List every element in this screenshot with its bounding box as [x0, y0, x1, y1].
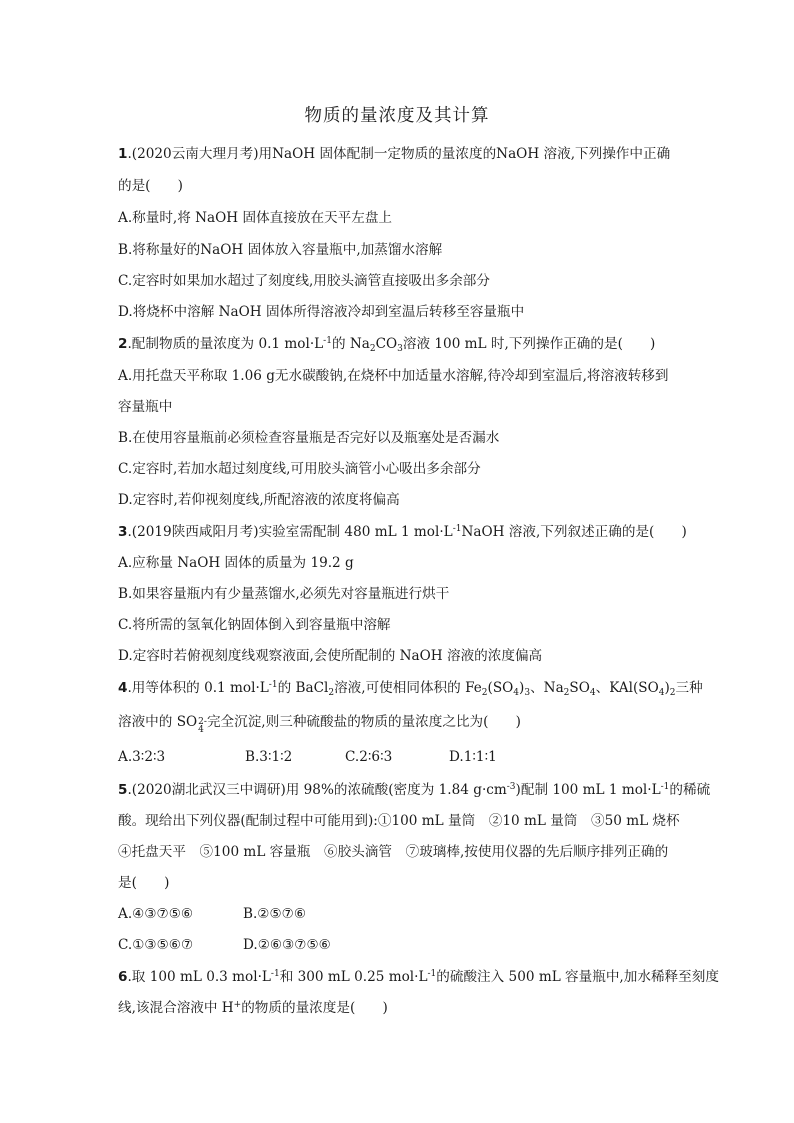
q6-stem-line2: 线,该混合溶液中 H+的物质的量浓度是( ) — [118, 1000, 388, 1016]
q5-option-d: D.②⑥③⑦⑤⑥ — [243, 937, 331, 953]
q3-option-b: B.如果容量瓶内有少量蒸馏水,必须先对容量瓶进行烘干 — [118, 586, 450, 602]
q3-option-c: C.将所需的氢氧化钠固体倒入到容量瓶中溶解 — [118, 617, 391, 633]
q1-number: 1 — [118, 146, 128, 162]
q3-option-a: A.应称量 NaOH 固体的质量为 19.2 g — [118, 555, 354, 571]
q6-stem-line1: 6.取 100 mL 0.3 $mol\cdot L^{-1}$和 300 mL 0.25 $mol\cdot L^{-1}$的硫酸注入 500 mL 容量瓶中,加水稀释至刻度 — [118, 969, 719, 985]
q4-option-a: A.3∶2∶3 — [118, 749, 166, 765]
q5-option-a: A.④③⑦⑤⑥ — [118, 906, 194, 922]
q4-stem-line2: 溶液中的 SO 2- 4 完全沉淀,则三种硫酸盐的物质的量浓度之比为( ) — [118, 714, 521, 735]
q4-option-b: B.3∶1∶2 — [245, 749, 293, 765]
q1-stem-line1: 1.(2020云南大理月考)用NaOH 固体配制一定物质的量浓度的NaOH 溶液,下列操作中正确 — [118, 146, 671, 162]
q2-stem: 2.配制物质的量浓度为 0.1 $mol\cdot L^{-1}$的 $Na_2CO_3$溶液 100 mL 时,下列操作正确的是( ) — [118, 336, 656, 354]
q4-number: 4 — [118, 680, 128, 696]
q5-option-c: C.①③⑤⑥⑦ — [118, 937, 194, 953]
q1-option-c: C.定容时如果加水超过了刻度线,用胶头滴管直接吸出多余部分 — [118, 273, 490, 289]
sulfate-ion-charge: 2- 4 — [198, 717, 207, 735]
q2-option-d: D.定容时,若仰视刻度线,所配溶液的浓度将偏高 — [118, 492, 400, 508]
q5-stem-line3: ④托盘天平 ⑤100 mL 容量瓶 ⑥胶头滴管 ⑦玻璃棒,按使用仪器的先后顺序排列正确的 — [118, 844, 669, 860]
q3-number: 3 — [118, 524, 128, 540]
page-title: 物质的量浓度及其计算 — [304, 106, 490, 126]
q4-options — [118, 747, 497, 767]
q5-options-row2 — [118, 935, 331, 955]
q3-option-d: D.定容时若俯视刻度线观察液面,会使所配制的 NaOH 溶液的浓度偏高 — [118, 648, 543, 664]
q4-option-d: D.1∶1∶1 — [449, 749, 497, 765]
q1-stem-line2: 的是( ) — [118, 178, 183, 194]
q3-stem: 3.(2019陕西咸阳月考)实验室需配制 480 mL 1 $mol\cdot L^{-1}NaOH$ 溶液,下列叙述正确的是( ) — [118, 524, 687, 540]
q5-option-b: B.②⑤⑦⑥ — [243, 906, 307, 922]
q4-option-c: C.2∶6∶3 — [345, 749, 393, 765]
q2-number: 2 — [118, 336, 128, 352]
q6-number: 6 — [118, 969, 128, 985]
q5-options-row1 — [118, 904, 306, 924]
q2-option-c: C.定容时,若加水超过刻度线,可用胶头滴管小心吸出多余部分 — [118, 461, 481, 477]
q4-stem-line1: 4.用等体积的 0.1 $mol\cdot L^{-1}$的 BaCl$_2$溶液,可使相同体积的 $Fe_2(SO_4)_3$、$Na_2SO_4$、$KAl(SO_4)_2$三种 — [118, 680, 703, 698]
q1-option-d: D.将烧杯中溶解 NaOH 固体所得溶液冷却到室温后转移至容量瓶中 — [118, 304, 525, 320]
q5-number: 5 — [118, 782, 128, 798]
q1-option-b: B.将称量好的NaOH 固体放入容量瓶中,加蒸馏水溶解 — [118, 242, 443, 258]
q2-option-a-line1: A.用托盘天平称取 1.06 g无水碳酸钠,在烧杯中加适量水溶解,待冷却到室温后,将溶液转移到 — [118, 368, 669, 384]
q2-option-a-line2: 容量瓶中 — [118, 399, 173, 415]
q2-option-b: B.在使用容量瓶前必须检查容量瓶是否完好以及瓶塞处是否漏水 — [118, 430, 500, 446]
q5-stem-line1: 5.(2020湖北武汉三中调研)用 98%的浓硫酸(密度为 1.84 $g\cdot cm^{-3}$)配制 100 mL 1 $mol\cdot L^{-1}$的稀硫 — [118, 782, 711, 798]
q1-option-a: A.称量时,将 NaOH 固体直接放在天平左盘上 — [118, 210, 393, 226]
q5-stem-line2: 酸。现给出下列仪器(配制过程中可能用到):①100 mL 量筒 ②10 mL 量筒 ③50 mL 烧杯 — [118, 813, 680, 829]
q5-stem-line4: 是( ) — [118, 875, 170, 891]
